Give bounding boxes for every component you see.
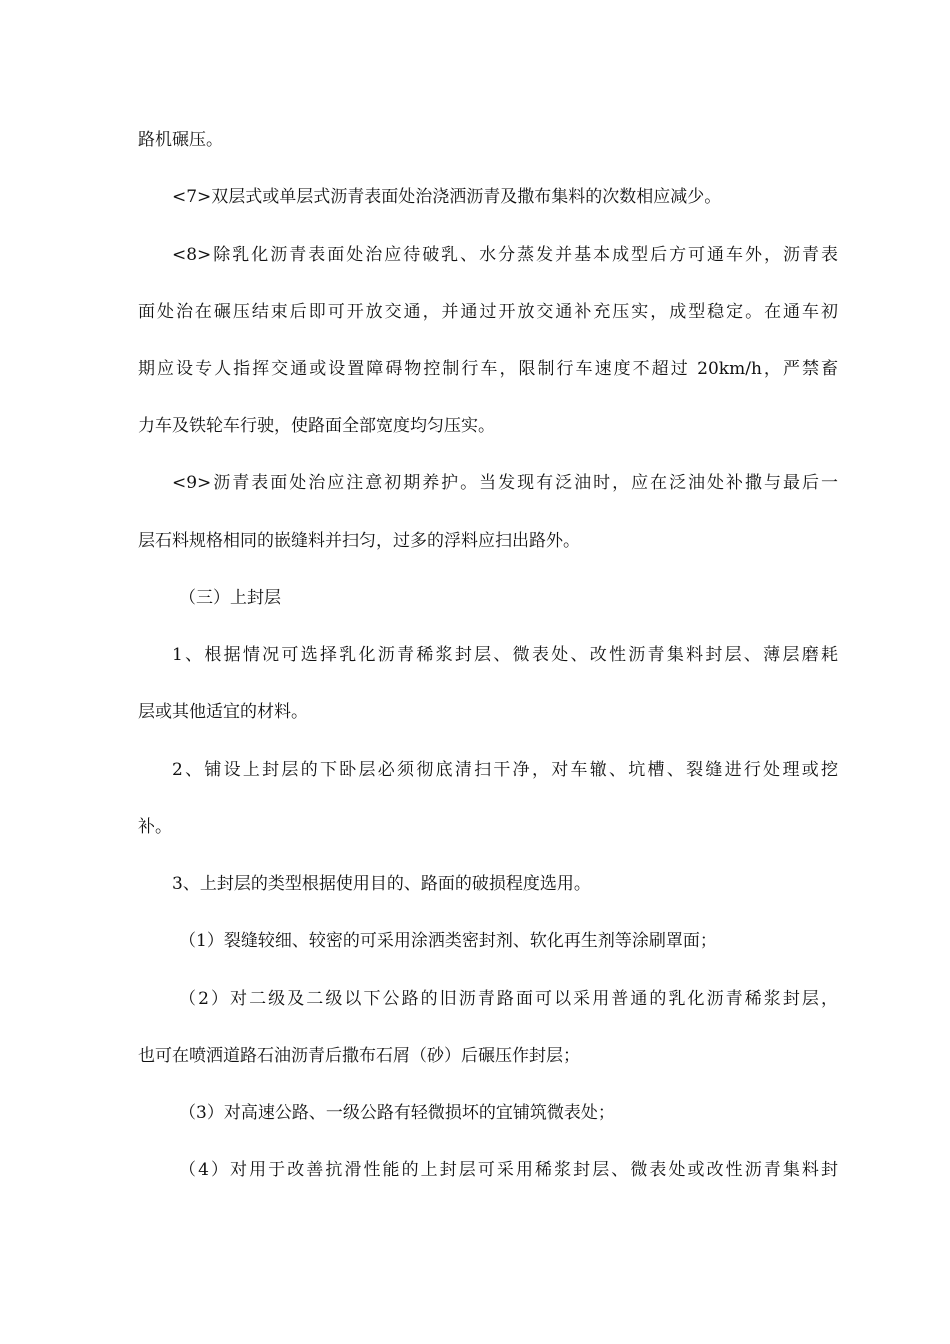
item-7-text: <7>双层式或单层式沥青表面处治浇洒沥青及撒布集料的次数相应减少。 — [172, 187, 722, 207]
item-8-line-4: 力车及铁轮车行驶，使路面全部宽度均匀压实。 — [138, 416, 495, 436]
clause-2-line-1: 2、铺设上封层的下卧层必须彻底清扫干净，对车辙、坑槽、裂缝进行处理或挖 — [172, 760, 838, 780]
section-heading-upper-seal: （三）上封层 — [179, 588, 281, 608]
paragraph-6-continuation: 路机碾压。 — [138, 130, 223, 150]
clause-1-line-2: 层或其他适宜的材料。 — [138, 702, 308, 722]
clause-1-line-1: 1、根据情况可选择乳化沥青稀浆封层、微表处、改性沥青集料封层、薄层磨耗 — [172, 645, 838, 665]
clause-3-text: 3、上封层的类型根据使用目的、路面的破损程度选用。 — [172, 874, 591, 894]
subclause-3-text: （3）对高速公路、一级公路有轻微损坏的宜铺筑微表处； — [179, 1103, 615, 1123]
item-9-line-2: 层石料规格相同的嵌缝料并扫匀，过多的浮料应扫出路外。 — [138, 531, 580, 551]
item-8-line-1: <8>除乳化沥青表面处治应待破乳、水分蒸发并基本成型后方可通车外，沥青表 — [172, 245, 838, 265]
subclause-4-line-1: （4）对用于改善抗滑性能的上封层可采用稀浆封层、微表处或改性沥青集料封 — [179, 1160, 838, 1180]
item-8-line-3: 期应设专人指挥交通或设置障碍物控制行车，限制行车速度不超过 20km/h，严禁畜 — [138, 359, 838, 379]
subclause-2-line-1: （2）对二级及二级以下公路的旧沥青路面可以采用普通的乳化沥青稀浆封层， — [179, 989, 838, 1009]
subclause-2-line-2: 也可在喷洒道路石油沥青后撒布石屑（砂）后碾压作封层； — [138, 1046, 580, 1066]
item-8-line-2: 面处治在碾压结束后即可开放交通，并通过开放交通补充压实，成型稳定。在通车初 — [138, 302, 838, 322]
item-9-line-1: <9>沥青表面处治应注意初期养护。当发现有泛油时，应在泛油处补撒与最后一 — [172, 473, 838, 493]
subclause-1-text: （1）裂缝较细、较密的可采用涂洒类密封剂、软化再生剂等涂刷罩面； — [179, 931, 717, 951]
clause-2-line-2: 补。 — [138, 817, 172, 837]
